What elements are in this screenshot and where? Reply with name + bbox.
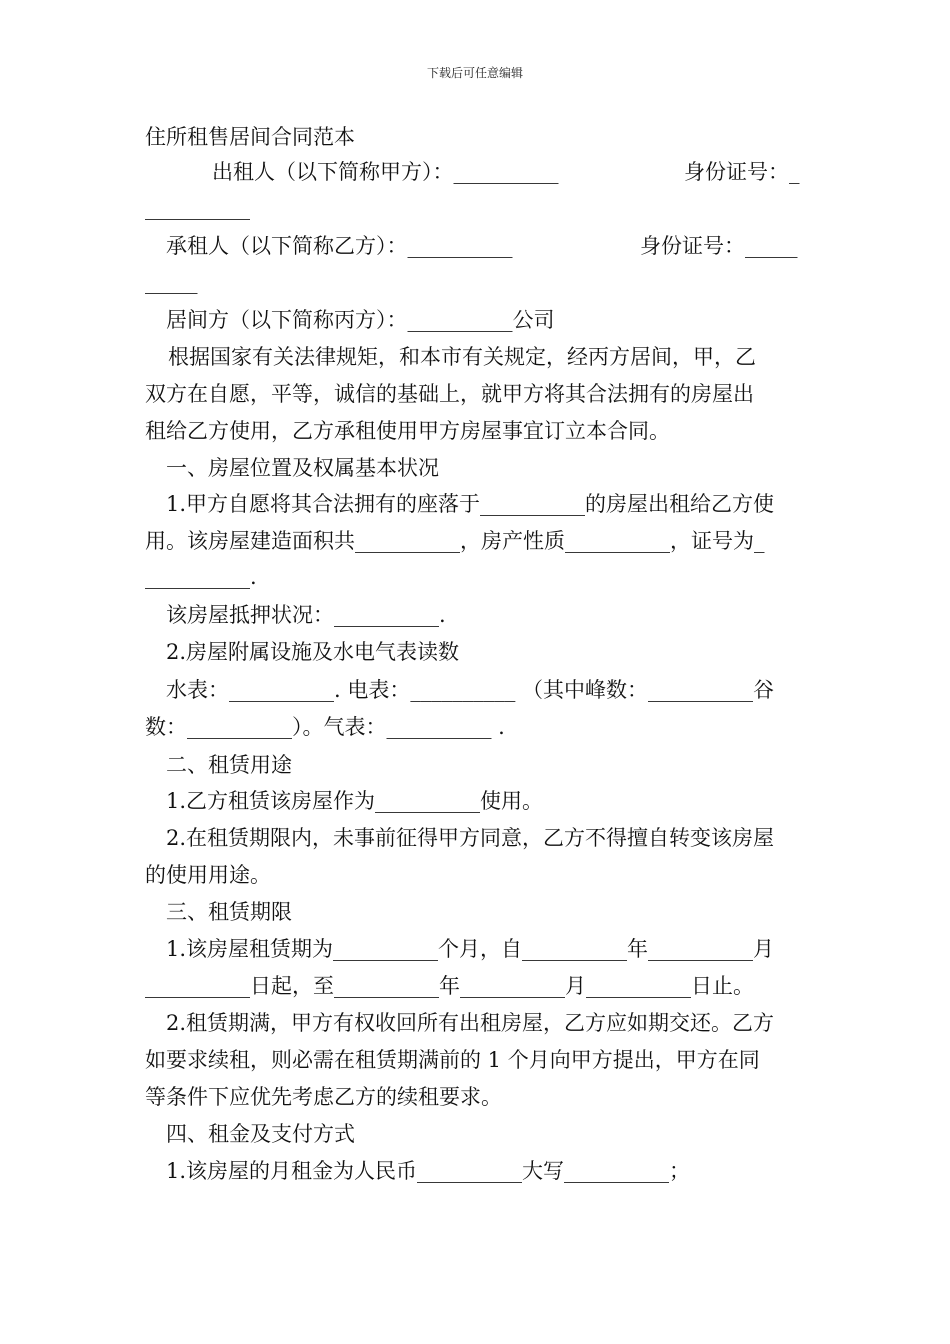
clause-1-1-line-1: 1.甲方自愿将其合法拥有的座落于__________的房屋出租给乙方使 <box>166 492 775 516</box>
clause-3-2-line-3: 等条件下应优先考虑乙方的续租要求。 <box>145 1085 502 1109</box>
clause-2-2-line-2: 的使用用途。 <box>145 863 271 887</box>
clause-3-1-line-2: __________日起，至__________年__________月__________日止。 <box>145 974 754 998</box>
clause-3-2-line-1: 2.租赁期满，甲方有权收回所有出租房屋，乙方应如期交还。乙方 <box>166 1011 775 1035</box>
lessor-id-label: 身份证号：_ <box>684 160 800 184</box>
clause-2-2-line-1: 2.在租赁期限内，未事前征得甲方同意，乙方不得擅自转变该房屋 <box>166 826 775 850</box>
lessee-id-blank: _____ <box>145 270 198 294</box>
clause-3-2-line-2: 如要求续租，则必需在租赁期满前的 1 个月向甲方提出，甲方在同 <box>145 1048 760 1072</box>
document-title: 住所租售居间合同范本 <box>145 125 355 149</box>
clause-3-1-line-1: 1.该房屋租赁期为__________个月，自__________年__________月 <box>166 937 775 961</box>
preamble-line-1: 根据国家有关法律规矩，和本市有关规定，经丙方居间，甲，乙 <box>168 345 756 369</box>
lessee-line: 承租人（以下简称乙方）：__________ <box>166 234 513 258</box>
clause-2-1: 1.乙方租赁该房屋作为__________使用。 <box>166 789 544 813</box>
clause-1-1-line-2: 用。该房屋建造面积共__________，房产性质__________，证号为_ <box>145 529 765 553</box>
clause-4-1: 1.该房屋的月租金为人民币__________大写__________； <box>166 1159 691 1183</box>
section-4-heading: 四、租金及支付方式 <box>166 1122 355 1146</box>
meter-readings-line-2: 数：__________）。气表：__________ . <box>145 715 505 739</box>
section-2-heading: 二、租赁用途 <box>166 753 292 777</box>
meter-readings-line-1: 水表：__________. 电表：__________ （其中峰数：__________谷 <box>166 678 775 702</box>
lessor-id-blank: __________ <box>145 196 250 220</box>
page-header: 下载后可任意编辑 <box>426 66 523 80</box>
section-3-heading: 三、租赁期限 <box>166 900 292 924</box>
lessor-line: 出租人（以下简称甲方）：__________ <box>212 160 559 184</box>
broker-line: 居间方（以下简称丙方）：__________公司 <box>166 308 555 332</box>
preamble-line-2: 双方在自愿，平等，诚信的基础上，就甲方将其合法拥有的房屋出 <box>145 382 754 406</box>
preamble-line-3: 租给乙方使用，乙方承租使用甲方房屋事宜订立本合同。 <box>145 419 670 443</box>
section-1-heading: 一、房屋位置及权属基本状况 <box>166 456 439 480</box>
mortgage-status-line: 该房屋抵押状况：__________. <box>166 603 446 627</box>
clause-1-2-heading: 2.房屋附属设施及水电气表读数 <box>166 640 460 664</box>
lessee-id-label: 身份证号：_____ <box>640 234 798 258</box>
clause-1-1-line-3: __________. <box>145 565 257 589</box>
